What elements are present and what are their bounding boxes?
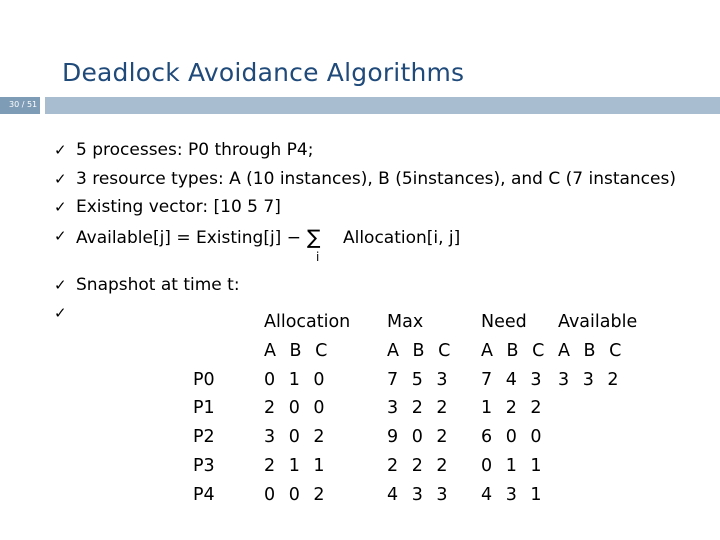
check-icon: ✓ (54, 304, 67, 323)
need-header: Need (481, 312, 527, 332)
check-icon: ✓ (54, 227, 67, 246)
allocation-subheader: A B C (264, 340, 332, 361)
check-icon: ✓ (54, 141, 67, 159)
need-row: 0 1 1 (481, 455, 546, 476)
allocation-row: 3 0 2 (264, 427, 329, 448)
allocation-row: 2 1 1 (264, 455, 329, 476)
check-icon: ✓ (54, 275, 67, 294)
check-icon: ✓ (54, 198, 67, 217)
slide-title: Deadlock Avoidance Algorithms (62, 58, 465, 87)
process-label: P2 (193, 427, 215, 448)
max-row: 2 2 2 (387, 455, 452, 476)
process-column (193, 308, 215, 510)
max-header: Max (387, 312, 424, 332)
process-label: P4 (193, 484, 215, 505)
max-column (387, 308, 454, 510)
need-row: 7 4 3 (481, 369, 546, 390)
process-label: P0 (193, 369, 215, 390)
bullet-text: 3 resource types: A (10 instances), B (5instances), and C (7 instances) (76, 168, 676, 189)
bullet-text: 5 processes: P0 through P4; (76, 140, 314, 160)
allocation-row: 2 0 0 (264, 398, 329, 419)
allocation-row: 0 1 0 (264, 369, 329, 390)
sigma-symbol: ∑ (306, 225, 321, 250)
process-label: P3 (193, 455, 215, 476)
bullet-text: Existing vector: [10 5 7] (76, 197, 281, 218)
max-row: 4 3 3 (387, 484, 452, 505)
formula-left: Available[j] = Existing[j] − (76, 228, 301, 249)
need-row: 1 2 2 (481, 398, 546, 419)
allocation-header: Allocation (264, 312, 351, 332)
process-label: P1 (193, 398, 215, 419)
allocation-column (264, 308, 350, 510)
need-row: 6 0 0 (481, 427, 546, 448)
max-subheader: A B C (387, 340, 455, 361)
available-row: 3 3 2 (558, 369, 623, 390)
sigma-icon (306, 223, 333, 265)
sigma-subscript: i (315, 250, 320, 265)
need-column (481, 308, 548, 510)
max-row: 9 0 2 (387, 427, 452, 448)
available-column (558, 308, 637, 394)
max-row: 7 5 3 (387, 369, 452, 390)
check-icon: ✓ (54, 169, 67, 188)
slide-number: 30 / 51 (9, 100, 38, 109)
max-row: 3 2 2 (387, 398, 452, 419)
snapshot-label: Snapshot at time t: (76, 274, 240, 295)
need-subheader: A B C (481, 340, 549, 361)
available-subheader: A B C (558, 340, 626, 361)
available-header: Available (558, 312, 638, 332)
need-row: 4 3 1 (481, 484, 546, 505)
available-formula (76, 222, 461, 265)
title-underline-bar (45, 97, 720, 114)
formula-right: Allocation[i, j] (342, 228, 461, 249)
allocation-row: 0 0 2 (264, 484, 329, 505)
